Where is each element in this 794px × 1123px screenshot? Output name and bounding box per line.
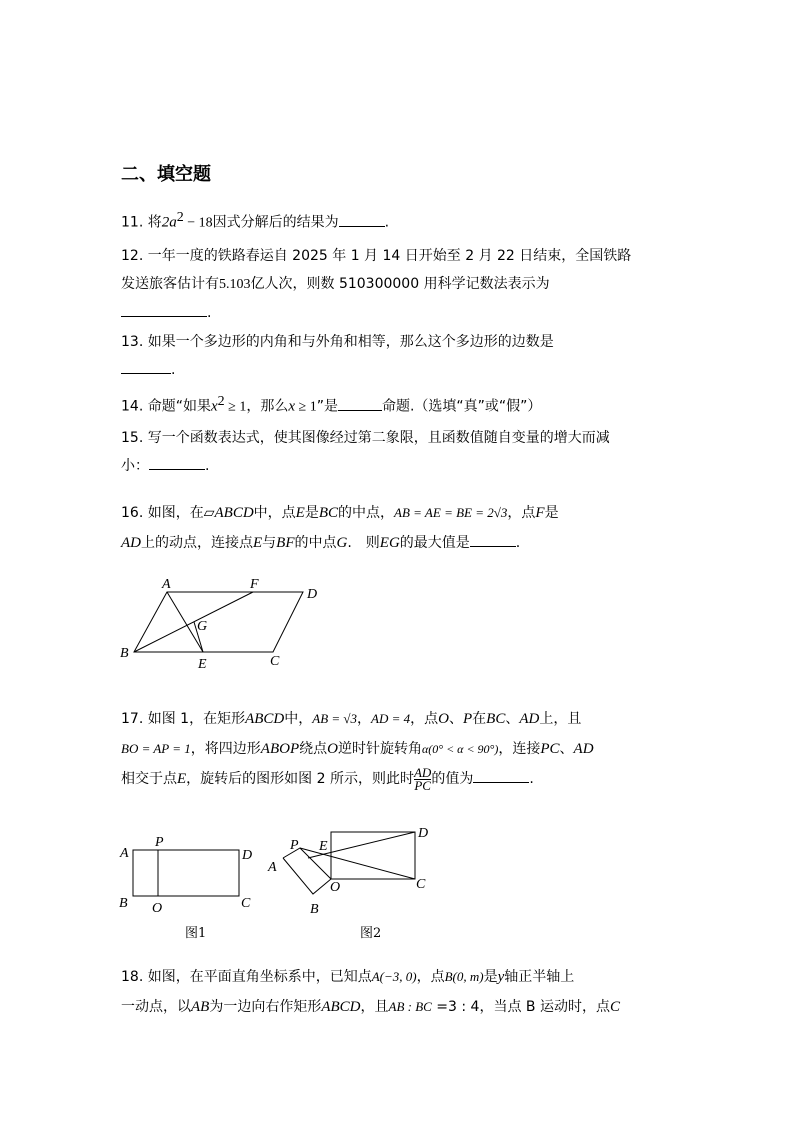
answer-blank[interactable] [473,768,529,783]
answer-blank[interactable] [149,455,205,470]
parallelogram-abcd [134,592,303,652]
rectangle-abcd [133,850,239,896]
question-number: 14. [121,398,144,415]
figure-2-caption: 图2 [360,926,382,941]
label-e: E [198,657,207,672]
question-number: 13. [121,334,144,350]
question-16: 16. 如图，在▱ABCD中，点E是BC的中点，AB = AE = BE = 2√3，点F是 AD上的动点，连接点E与BF的中点G. 则EG的最大值是 . [121,505,559,551]
fraction-ad-over-pc: $\frac{AD}{PC}$ [413,764,432,793]
question-11: 11. 将$2a^2 - 18$因式分解后的结果为 . [121,210,390,231]
q17-figure-2 [265,820,440,920]
label-p: P [155,835,164,850]
question-number: 18. [121,969,144,985]
label-b: B [310,902,319,917]
label-c: C [416,877,426,892]
label-f: F [250,577,259,592]
label-e: E [319,839,328,854]
answer-blank[interactable] [338,396,382,411]
label-c: C [241,896,251,911]
section-title: 二、填空题 [121,164,211,185]
question-17: 17. 如图 1，在矩形ABCD中，AB = √3，AD = 4，点O、P在BC、AD上，且 BO = AP = 1，将四边形ABOP绕点O逆时针旋转角α(0° < α < 90°)，连接PC、AD 相交于点E，旋转后的图形如图 2 所示，则此时 $\frac{AD}{PC}$ 的值为 . [121,711,594,793]
label-d: D [307,587,318,602]
question-number: 15. [121,430,144,446]
label-d: D [418,826,429,841]
label-b: B [119,896,128,911]
question-number: 11. [121,214,144,231]
answer-blank[interactable] [470,532,516,547]
question-13: 13. 如果一个多边形的内角和与外角和相等，那么这个多边形的边数是 . [121,334,554,378]
label-b: B [120,646,129,661]
answer-blank[interactable] [339,212,385,227]
question-14: 14. 命题“如果$x^2 \ge 1$，那么x ≥ 1”是 命题.（选填“真”或“假”） [121,394,542,415]
label-p: P [290,838,299,853]
question-15: 15. 写一个函数表达式，使其图像经过第二象限，且函数值随自变量的增大而减 小： . [121,430,610,474]
question-12: 12. 一年一度的铁路春运自 2025 年 1 月 14 日开始至 2 月 22 日结束，全国铁路 发送旅客估计有5.103亿人次，则数 510300000 用科学记数法表示为 . [121,248,632,321]
question-18: 18. 如图，在平面直角坐标系中，已知点A(−3, 0)，点B(0, m)是y轴正半轴上 一动点，以AB为一边向右作矩形ABCD，且AB : BC =3 : 4，当点 B 运动时，点C [121,969,620,1015]
segment-pc [300,848,415,879]
label-a: A [120,846,129,861]
label-c: C [270,654,280,669]
rectangle-ocd [331,832,415,879]
q16-parallelogram-figure [110,572,340,672]
label-d: D [242,848,253,863]
label-a: A [268,860,277,875]
label-a: A [162,577,171,592]
segment-bf [134,592,253,652]
figure-1-caption: 图1 [185,926,207,941]
label-o: O [330,880,341,895]
question-number: 16. [121,505,144,521]
label-o: O [152,901,163,916]
question-number: 17. [121,711,144,727]
label-g: G [197,619,208,634]
answer-blank[interactable] [121,359,171,374]
q17-figure-1 [115,835,260,915]
answer-blank[interactable] [121,302,207,317]
question-number: 12. [121,248,144,264]
